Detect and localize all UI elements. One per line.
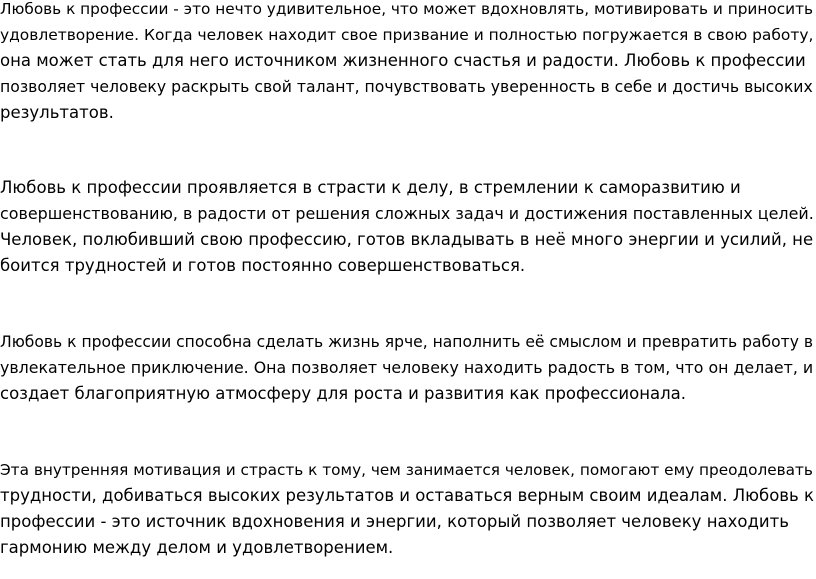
paragraph-1-line-3: она может стать для него источником жизненного счастья и радости. Любовь к профессии (0, 51, 806, 70)
paragraph-2-line-3: Человек, полюбивший свою профессию, готов вкладывать в неё много энергии и усилий, не (0, 230, 814, 249)
paragraph-4-line-2: трудности, добиваться высоких результатов и оставаться верным своим идеалам. Любовь к (0, 486, 814, 505)
paragraph-1-line-1: Любовь к профессии - это нечто удивительное, что может вдохновлять, мотивировать и приносить (0, 0, 814, 18)
paragraph-4-line-4: гармонию между делом и удовлетворением. (0, 538, 394, 557)
paragraph-1-line-5: результатов. (0, 103, 114, 122)
paragraph-2-line-1: Любовь к профессии проявляется в страсти к делу, в стремлении к саморазвитию и (0, 178, 741, 197)
paragraph-1-line-4: позволяет человеку раскрыть свой талант, почувствовать уверенность в себе и достичь высоких (0, 77, 813, 96)
paragraph-3-line-1: Любовь к профессии способна сделать жизнь ярче, наполнить её смыслом и превратить работу в (0, 333, 814, 351)
paragraph-3-line-3: создает благоприятную атмосферу для роста и развития как профессионала. (0, 384, 687, 403)
paragraph-4-line-1: Эта внутренняя мотивация и страсть к тому, чем занимается человек, помогают ему преодолевать (0, 461, 813, 479)
paragraph-3-line-2: увлекательное приключение. Она позволяет человеку находить радость в том, что он делает, и (0, 358, 814, 377)
paragraph-4-line-3: профессии - это источник вдохновения и энергии, который позволяет человеку находить (0, 512, 789, 531)
paragraph-1-line-2: удовлетворение. Когда человек находит свое призвание и полностью погружается в свою работу, (0, 26, 814, 44)
paragraph-2-line-4: боится трудностей и готов постоянно совершенствоваться. (0, 256, 526, 275)
paragraph-2-line-2: совершенствованию, в радости от решения сложных задач и достижения поставленных целей. (0, 204, 814, 223)
